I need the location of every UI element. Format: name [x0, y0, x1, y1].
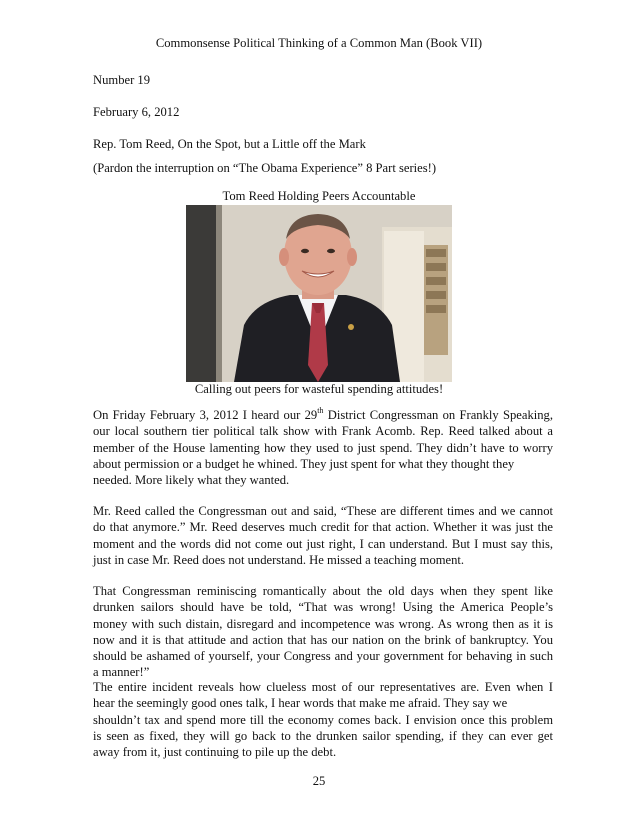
paragraph-line: drunken sailors should have be told, “That was wrong! Using the America People’s [93, 600, 553, 615]
paragraph-line: away from it, just continuing to pile up the debt. [93, 745, 337, 760]
paragraph-line: money with such distain, disregard and incompetence was wrong. As wrong then as it is [93, 616, 553, 631]
paragraph-line: just in case Mr. Reed does not understand. He missed a teaching moment. [93, 552, 465, 567]
paragraph-line: hear the seemingly good ones talk, I hear words that make me afraid. They say we [93, 696, 508, 711]
paragraph-line: needed. More likely what they wanted. [93, 473, 290, 488]
article-number: Number 19 [93, 73, 151, 87]
paragraph-line [93, 407, 553, 423]
paragraph-line: member of the House lamenting how they used to just spend. They didn’t have to worry [93, 440, 553, 455]
paragraph-line: should be ashamed of yourself, your Congress and your government for behaving in such [93, 649, 553, 664]
congressman-photo [186, 205, 452, 382]
article-note: (Pardon the interruption on “The Obama Experience” 8 Part series!) [93, 161, 437, 175]
running-header: Commonsense Political Thinking of a Common Man (Book VII) [155, 36, 483, 50]
paragraph-line: our local southern tier political talk show with Frank Acomb. Rep. Reed talked about a [93, 424, 553, 439]
article-headline: Rep. Tom Reed, On the Spot, but a Little off the Mark [93, 137, 366, 151]
paragraph-line: shouldn’t tax and spend more till the economy comes back. I envision once this problem [93, 712, 553, 727]
figure-caption-bottom: Calling out peers for wasteful spending attitudes! [194, 382, 444, 396]
paragraph-line: Mr. Reed called the Congressman out and said, “These are different times and we cannot [93, 504, 553, 518]
paragraph-4 [93, 679, 553, 760]
paragraph-line: is seen as fixed, they will go back to the drunken sailor spending, if they can ever get [93, 728, 553, 743]
paragraph-2 [93, 503, 553, 568]
paragraph-line: do that anymore.” Mr. Reed deserves much credit for that action. Whether it was just the [93, 520, 553, 535]
paragraph-line: moment and the words did not come out just right, I can understand. But I must say this, [93, 536, 553, 551]
superscript: th [317, 405, 324, 415]
figure-caption-top: Tom Reed Holding Peers Accountable [222, 189, 416, 203]
paragraph-line: That Congressman reminiscing romantically about the old days when they spent like [93, 584, 553, 598]
paragraph-1 [93, 407, 553, 488]
paragraph-line: about permission or a budget he whined. They just spent for what they thought they [93, 456, 515, 471]
text-run: District Congressman on Frankly Speaking, [323, 408, 553, 422]
paragraph-line: now and it is that attitude and action that has our nation on the brink of bankruptcy. You [93, 632, 553, 647]
paragraph-3 [93, 583, 553, 681]
paragraph-line: The entire incident reveals how clueless most of our representatives are. Even when I [93, 680, 553, 694]
article-date: February 6, 2012 [93, 105, 180, 119]
page-number: 25 [312, 774, 326, 788]
paragraph-line: a manner!” [93, 665, 150, 680]
text-run: On Friday February 3, 2012 I heard our 29 [93, 408, 318, 422]
